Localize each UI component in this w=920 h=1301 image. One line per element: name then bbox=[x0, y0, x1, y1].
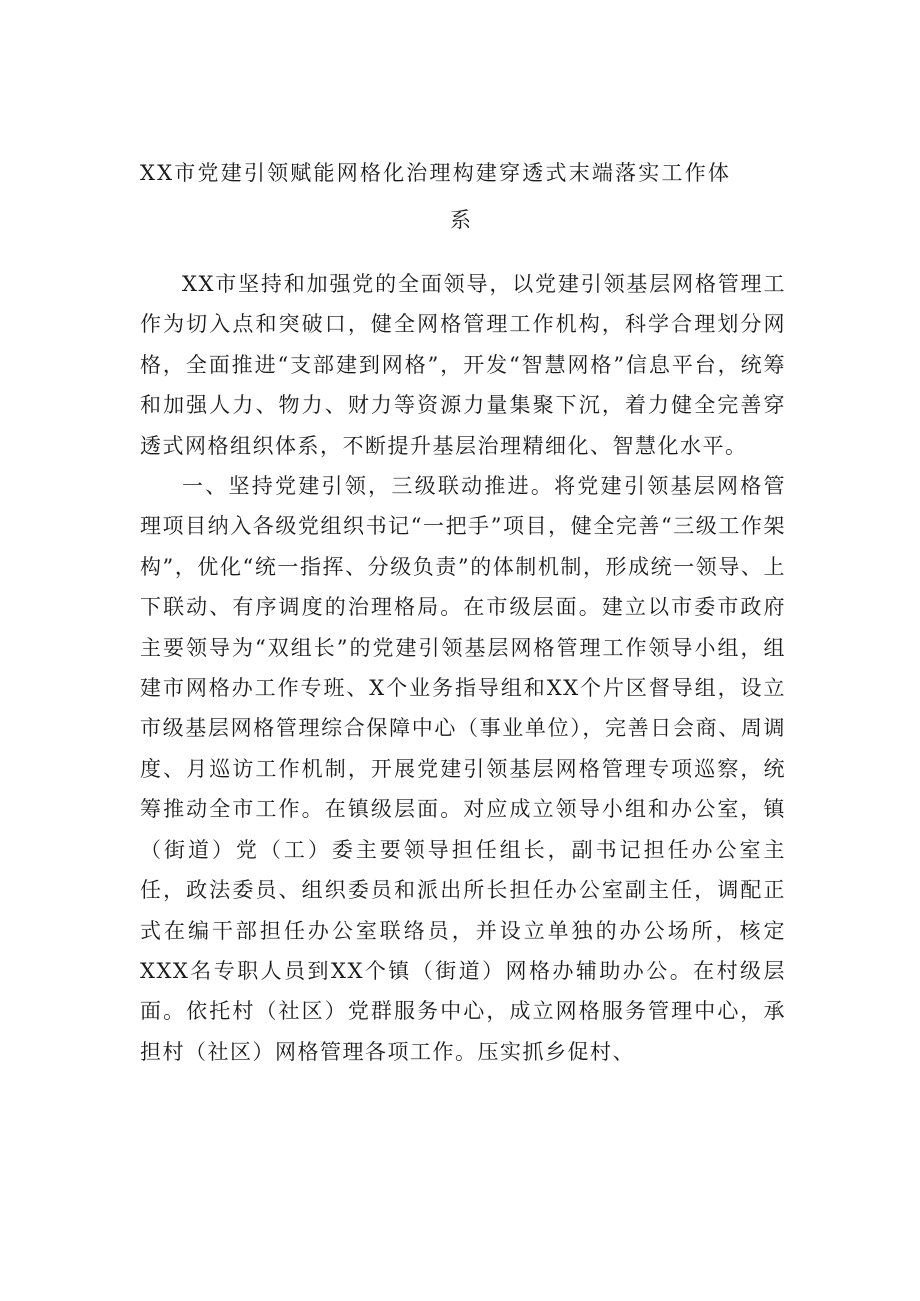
paragraph-intro: XX市坚持和加强党的全面领导，以党建引领基层网格管理工作为切入点和突破口，健全网格管理工作机构，科学合理划分网格，全面推进“支部建到网格”，开发“智慧网格”信息平台，统筹和加强人力、物力、财力等资源力量集聚下沉，着力健全完善穿透式网格组织体系，不断提升基层治理精细化、智慧化水平。 bbox=[140, 272, 786, 458]
paragraph-section-1: 一、坚持党建引领，三级联动推进。将党建引领基层网格管理项目纳入各级党组织书记“一把手”项目，健全完善“三级工作架构”，优化“统一指挥、分级负责”的体制机制，形成统一领导、上下联动、有序调度的治理格局。在市级层面。建立以市委市政府主要领导为“双组长”的党建引领基层网格管理工作领导小组，组建市网格办工作专班、X个业务指导组和XX个片区督导组，设立市级基层网格管理综合保障中心（事业单位），完善日会商、周调度、月巡访工作机制，开展党建引领基层网格管理专项巡察，统筹推动全市工作。在镇级层面。对应成立领导小组和办公室，镇（街道）党（工）委主要领导担任组长，副书记担任办公室主任，政法委员、组织委员和派出所长担任办公室副主任，调配正式在编干部担任办公室联络员，并设立单独的办公场所，核定XXX名专职人员到XX个镇（街道）网格办辅助办公。在村级层面。依托村（社区）党群服务中心，成立网格服务管理中心，承担村（社区）网格管理各项工作。压实抓乡促村、 bbox=[140, 474, 786, 1064]
document-title-line-1: XX市党建引领赋能网格化治理构建穿透式末端落实工作体 bbox=[140, 161, 732, 185]
document-body bbox=[140, 264, 786, 1072]
document-title-line-2: 系 bbox=[450, 208, 474, 232]
